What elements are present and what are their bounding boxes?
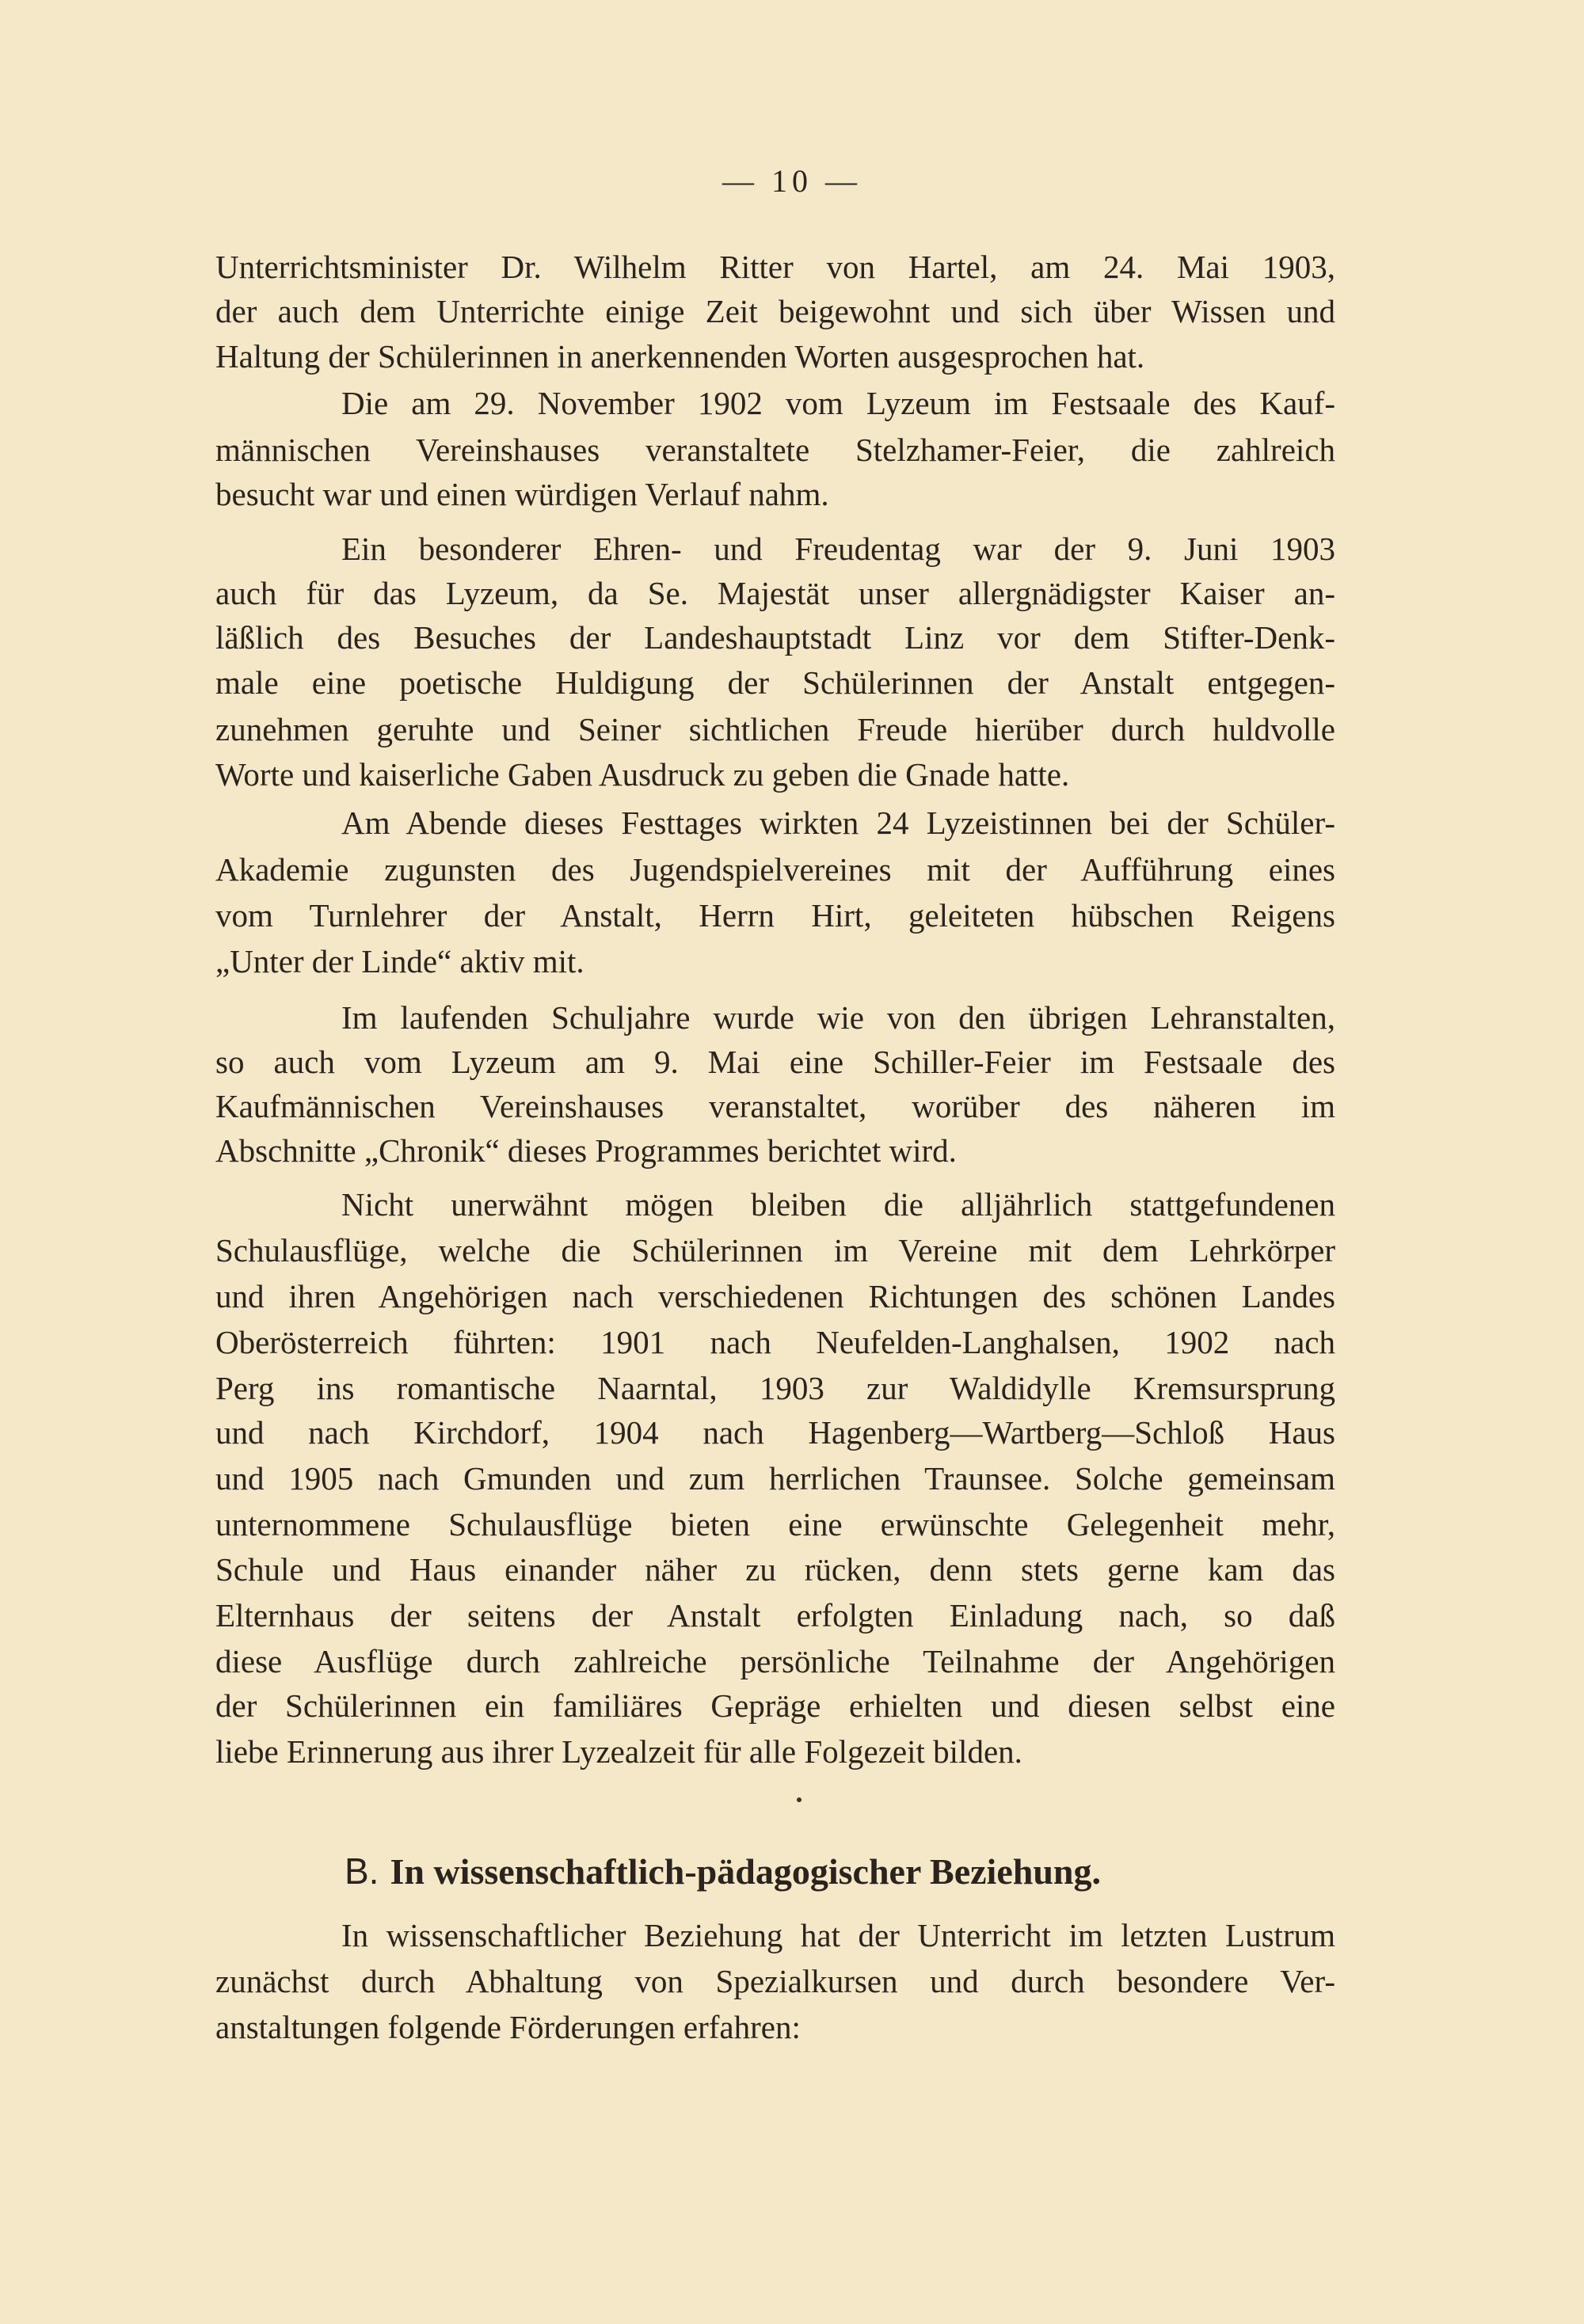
text-line: „Unter der Linde“ aktiv mit.	[215, 943, 584, 979]
text-line: Haltung der Schülerinnen in anerkennenden Worten ausgesprochen hat.	[215, 338, 1145, 375]
text-line: läßlich des Besuches der Landeshauptstadt Linz vor dem Stifter-Denk-	[215, 619, 1335, 656]
page-number: — 10 —	[722, 163, 862, 199]
text-line: Oberösterreich führten: 1901 nach Neufelden-Langhalsen, 1902 nach	[215, 1324, 1335, 1360]
text-line: besucht war und einen würdigen Verlauf nahm.	[215, 476, 829, 512]
text-line: Worte und kaiserliche Gaben Ausdruck zu geben die Gnade hatte.	[215, 756, 1070, 793]
text-line: männischen Vereinshauses veranstaltete Stelzhamer-Feier, die zahlreich	[215, 432, 1335, 468]
text-line: so auch vom Lyzeum am 9. Mai eine Schiller-Feier im Festsaale des	[215, 1044, 1335, 1080]
section-letter: B.	[345, 1850, 379, 1892]
text-line: Unterrichtsminister Dr. Wilhelm Ritter von Hartel, am 24. Mai 1903,	[215, 249, 1335, 285]
text-line: und ihren Angehörigen nach verschiedenen Richtungen des schönen Landes	[215, 1278, 1335, 1314]
text-line: und 1905 nach Gmunden und zum herrlichen Traunsee. Solche gemeinsam	[215, 1460, 1335, 1497]
text-line: Am Abende dieses Festtages wirkten 24 Lyzeistinnen bei der Schüler-	[341, 804, 1335, 841]
text-line: Nicht unerwähnt mögen bleiben die alljährlich stattgefundenen	[341, 1186, 1335, 1223]
text-line: der auch dem Unterrichte einige Zeit beigewohnt und sich über Wissen und	[215, 293, 1335, 329]
text-line: unternommene Schulausflüge bieten eine erwünschte Gelegenheit mehr,	[215, 1506, 1335, 1542]
text-line: vom Turnlehrer der Anstalt, Herrn Hirt, geleiteten hübschen Reigens	[215, 897, 1335, 934]
text-line: zunächst durch Abhaltung von Spezialkursen und durch besondere Ver-	[215, 1963, 1335, 1999]
text-line: Im laufenden Schuljahre wurde wie von den übrigen Lehranstalten,	[341, 999, 1335, 1036]
text-line: auch für das Lyzeum, da Se. Majestät unser allergnädigster Kaiser an-	[215, 575, 1335, 611]
text-line: Schulausflüge, welche die Schülerinnen im Vereine mit dem Lehrkörper	[215, 1232, 1335, 1269]
text-line: der Schülerinnen ein familiäres Gepräge erhielten und diesen selbst eine	[215, 1687, 1335, 1724]
text-line: Kaufmännischen Vereinshauses veranstaltet, worüber des näheren im	[215, 1088, 1335, 1124]
text-line: liebe Erinnerung aus ihrer Lyzealzeit für alle Folgezeit bilden.	[215, 1733, 1022, 1770]
text-line: zunehmen geruhte und Seiner sichtlichen Freude hierüber durch huldvolle	[215, 711, 1335, 747]
text-line: Akademie zugunsten des Jugendspielvereines mit der Aufführung eines	[215, 851, 1335, 888]
text-line: Perg ins romantische Naarntal, 1903 zur Waldidylle Kremsursprung	[215, 1370, 1335, 1406]
text-line: diese Ausflüge durch zahlreiche persönliche Teilnahme der Angehörigen	[215, 1643, 1335, 1679]
text-line: Abschnitte „Chronik“ dieses Programmes berichtet wird.	[215, 1132, 957, 1169]
text-line: Ein besonderer Ehren- und Freudentag war der 9. Juni 1903	[341, 531, 1335, 567]
text-line: male eine poetische Huldigung der Schülerinnen der Anstalt entgegen-	[215, 664, 1335, 701]
section-separator-dot	[797, 1797, 802, 1802]
text-line: In wissenschaftlicher Beziehung hat der Unterricht im letzten Lustrum	[341, 1917, 1335, 1953]
section-title: In wissenschaftlich-pädagogischer Beziehung.	[390, 1851, 1101, 1892]
text-line: Die am 29. November 1902 vom Lyzeum im Festsaale des Kauf-	[341, 385, 1335, 421]
section-heading	[345, 1850, 1101, 1892]
text-line: anstaltungen folgende Förderungen erfahren:	[215, 2009, 801, 2045]
text-line: und nach Kirchdorf, 1904 nach Hagenberg—Wartberg—Schloß Haus	[215, 1414, 1335, 1451]
text-line: Schule und Haus einander näher zu rücken, denn stets gerne kam das	[215, 1551, 1335, 1588]
text-line: Elternhaus der seitens der Anstalt erfolgten Einladung nach, so daß	[215, 1597, 1335, 1634]
